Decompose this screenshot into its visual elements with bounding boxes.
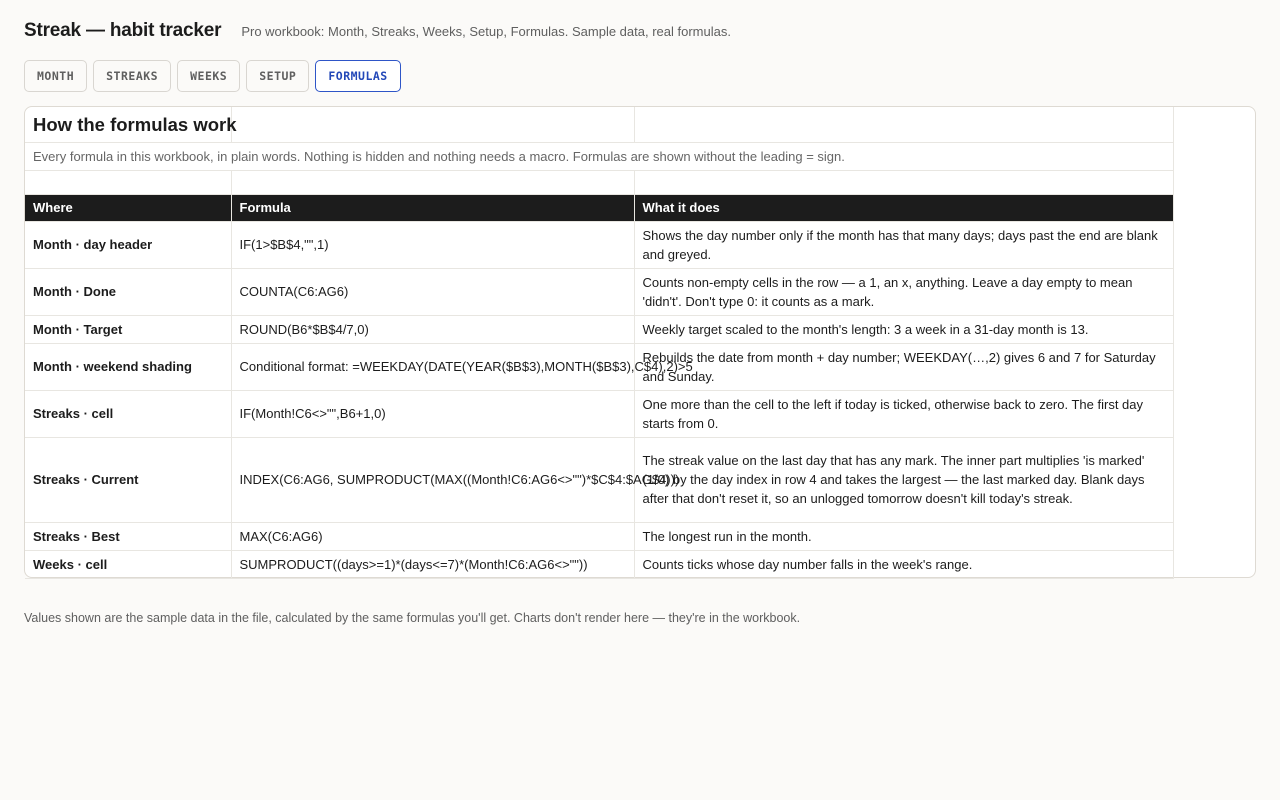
empty-cell[interactable] <box>634 170 1173 194</box>
sheet-note[interactable]: Every formula in this workbook, in plain words. Nothing is hidden and nothing needs a macro. Formulas are shown without the leading = sign. <box>25 142 1173 170</box>
table-row <box>25 268 1173 315</box>
column-header-where[interactable]: Where <box>25 194 231 221</box>
sheet-note-row <box>25 142 1173 170</box>
table-row <box>25 437 1173 522</box>
formula-cell[interactable]: COUNTA(C6:AG6) <box>231 268 634 315</box>
empty-cell[interactable] <box>25 170 231 194</box>
description-cell[interactable]: The longest run in the month. <box>634 522 1173 550</box>
description-cell[interactable]: Shows the day number only if the month has that many days; days past the end are blank and greyed. <box>634 221 1173 268</box>
where-cell[interactable]: Month · Done <box>25 268 231 315</box>
description-cell[interactable]: Counts non-empty cells in the row — a 1, an x, anything. Leave a day empty to mean 'didn't'. Don't type 0: it counts as a mark. <box>634 268 1173 315</box>
sheet-tabs <box>24 60 401 92</box>
formula-cell[interactable]: MAX(C6:AG6) <box>231 522 634 550</box>
where-cell[interactable]: Month · Target <box>25 315 231 343</box>
formula-cell[interactable]: Conditional format: =WEEKDAY(DATE(YEAR($B$3),MONTH($B$3),C$4),2)>5 <box>231 343 634 390</box>
description-cell[interactable]: Rebuilds the date from month + day number; WEEKDAY(…,2) gives 6 and 7 for Saturday and Sunday. <box>634 343 1173 390</box>
formula-cell[interactable]: INDEX(C6:AG6, SUMPRODUCT(MAX((Month!C6:AG6<>"")*$C$4:$AG$4))) <box>231 437 634 522</box>
where-cell[interactable]: Month · weekend shading <box>25 343 231 390</box>
table-row <box>25 315 1173 343</box>
spacer-row <box>25 170 1173 194</box>
tab-month[interactable]: MONTH <box>24 60 87 92</box>
app-subtitle: Pro workbook: Month, Streaks, Weeks, Setup, Formulas. Sample data, real formulas. <box>241 24 731 39</box>
tab-formulas[interactable]: FORMULAS <box>315 60 400 92</box>
sheet-title[interactable]: How the formulas work <box>25 107 231 142</box>
page-header <box>24 20 731 42</box>
where-cell[interactable]: Streaks · Current <box>25 437 231 522</box>
description-cell[interactable]: The streak value on the last day that has any mark. The inner part multiplies 'is marked' (1/0) by the day index in row 4 and takes the largest — the last marked day. Blank days after that don't reset it, so an unlogged tomorrow doesn't kill today's streak. <box>634 437 1173 522</box>
formulas-sheet <box>25 107 1174 579</box>
table-row <box>25 221 1173 268</box>
table-row <box>25 522 1173 550</box>
sheet-title-row <box>25 107 1173 142</box>
spreadsheet-panel <box>24 106 1256 578</box>
where-cell[interactable]: Streaks · Best <box>25 522 231 550</box>
table-row <box>25 550 1173 578</box>
empty-cell[interactable] <box>231 170 634 194</box>
formula-cell[interactable]: IF(Month!C6<>"",B6+1,0) <box>231 390 634 437</box>
column-header-formula[interactable]: Formula <box>231 194 634 221</box>
tab-streaks[interactable]: STREAKS <box>93 60 171 92</box>
column-header-row <box>25 194 1173 221</box>
empty-cell[interactable] <box>634 107 1173 142</box>
table-row <box>25 390 1173 437</box>
where-cell[interactable]: Weeks · cell <box>25 550 231 578</box>
footer-note: Values shown are the sample data in the file, calculated by the same formulas you'll get. Charts don't render here — they're in the workbook. <box>24 611 801 625</box>
empty-cell[interactable] <box>231 107 634 142</box>
app-title: Streak — habit tracker <box>24 20 222 41</box>
tab-weeks[interactable]: WEEKS <box>177 60 240 92</box>
table-row <box>25 343 1173 390</box>
formula-cell[interactable]: IF(1>$B$4,"",1) <box>231 221 634 268</box>
description-cell[interactable]: Counts ticks whose day number falls in the week's range. <box>634 550 1173 578</box>
formula-cell[interactable]: SUMPRODUCT((days>=1)*(days<=7)*(Month!C6:AG6<>"")) <box>231 550 634 578</box>
formula-cell[interactable]: ROUND(B6*$B$4/7,0) <box>231 315 634 343</box>
where-cell[interactable]: Month · day header <box>25 221 231 268</box>
where-cell[interactable]: Streaks · cell <box>25 390 231 437</box>
tab-setup[interactable]: SETUP <box>246 60 309 92</box>
description-cell[interactable]: One more than the cell to the left if today is ticked, otherwise back to zero. The first day starts from 0. <box>634 390 1173 437</box>
description-cell[interactable]: Weekly target scaled to the month's length: 3 a week in a 31-day month is 13. <box>634 315 1173 343</box>
column-header-description[interactable]: What it does <box>634 194 1173 221</box>
